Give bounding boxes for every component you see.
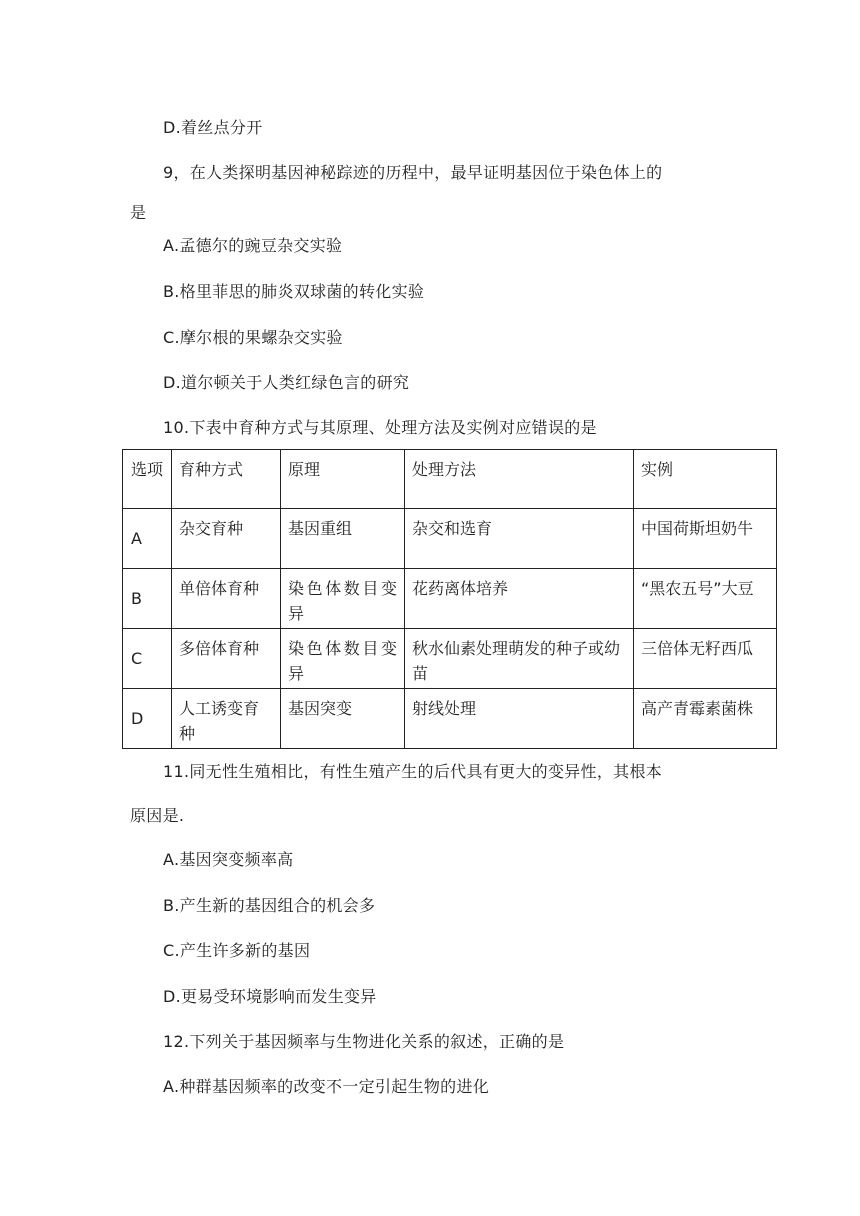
q12-option-a: A.种群基因频率的改变不一定引起生物的进化 — [163, 1077, 490, 1096]
q9-option-d: D.道尔顿关于人类红绿色言的研究 — [163, 373, 410, 392]
row-option: D — [123, 689, 172, 749]
row-principle: 染色体数目变异 — [281, 629, 405, 689]
q9-option-c: C.摩尔根的果螺杂交实验 — [163, 328, 343, 347]
header-treatment: 处理方法 — [405, 450, 634, 509]
row-principle: 基因突变 — [281, 689, 405, 749]
table-row — [123, 569, 777, 629]
q12-stem: 12.下列关于基因频率与生物进化关系的叙述，正确的是 — [163, 1032, 565, 1051]
q9-option-b: B.格里菲思的肺炎双球菌的转化实验 — [163, 282, 425, 301]
q11-stem-line-2: 原因是. — [130, 806, 185, 825]
table-row — [123, 509, 777, 569]
row-treatment: 杂交和选育 — [405, 509, 634, 569]
header-principle: 原理 — [281, 450, 405, 509]
row-method: 杂交育种 — [172, 509, 281, 569]
row-method: 单倍体育种 — [172, 569, 281, 629]
q9-option-a: A.孟德尔的豌豆杂交实验 — [163, 236, 343, 255]
row-example: “黑农五号”大豆 — [634, 569, 777, 629]
q9-stem-line-2: 是 — [130, 203, 147, 222]
row-option: B — [123, 569, 172, 629]
row-option: C — [123, 629, 172, 689]
q11-stem-line-1: 11.同无性生殖相比，有性生殖产生的后代具有更大的变异性，其根本 — [163, 762, 663, 781]
row-treatment: 秋水仙素处理萌发的种子或幼苗 — [405, 629, 634, 689]
q11-option-b: B.产生新的基因组合的机会多 — [163, 896, 376, 915]
row-principle: 染色体数目变异 — [281, 569, 405, 629]
table-row — [123, 689, 777, 749]
table-header-row — [123, 450, 777, 509]
q10-stem: 10.下表中育种方式与其原理、处理方法及实例对应错误的是 — [163, 418, 597, 437]
q9-stem-line-1: 9，在人类探明基因神秘踪迹的历程中，最早证明基因位于染色体上的 — [163, 163, 663, 182]
row-example: 三倍体无籽西瓜 — [634, 629, 777, 689]
row-option: A — [123, 509, 172, 569]
row-treatment: 射线处理 — [405, 689, 634, 749]
header-method: 育种方式 — [172, 450, 281, 509]
row-principle: 基因重组 — [281, 509, 405, 569]
table-row — [123, 629, 777, 689]
q8-option-d: D.着丝点分开 — [163, 118, 263, 137]
row-treatment: 花药离体培养 — [405, 569, 634, 629]
q11-option-d: D.更易受环境影响而发生变异 — [163, 987, 377, 1006]
breeding-table — [122, 449, 777, 749]
row-method: 人工诱变育种 — [172, 689, 281, 749]
q11-option-a: A.基因突变频率高 — [163, 850, 294, 869]
header-example: 实例 — [634, 450, 777, 509]
row-example: 中国荷斯坦奶牛 — [634, 509, 777, 569]
header-option: 选项 — [123, 450, 172, 509]
row-example: 高产青霉素菌株 — [634, 689, 777, 749]
q11-option-c: C.产生许多新的基因 — [163, 941, 311, 960]
row-method: 多倍体育种 — [172, 629, 281, 689]
